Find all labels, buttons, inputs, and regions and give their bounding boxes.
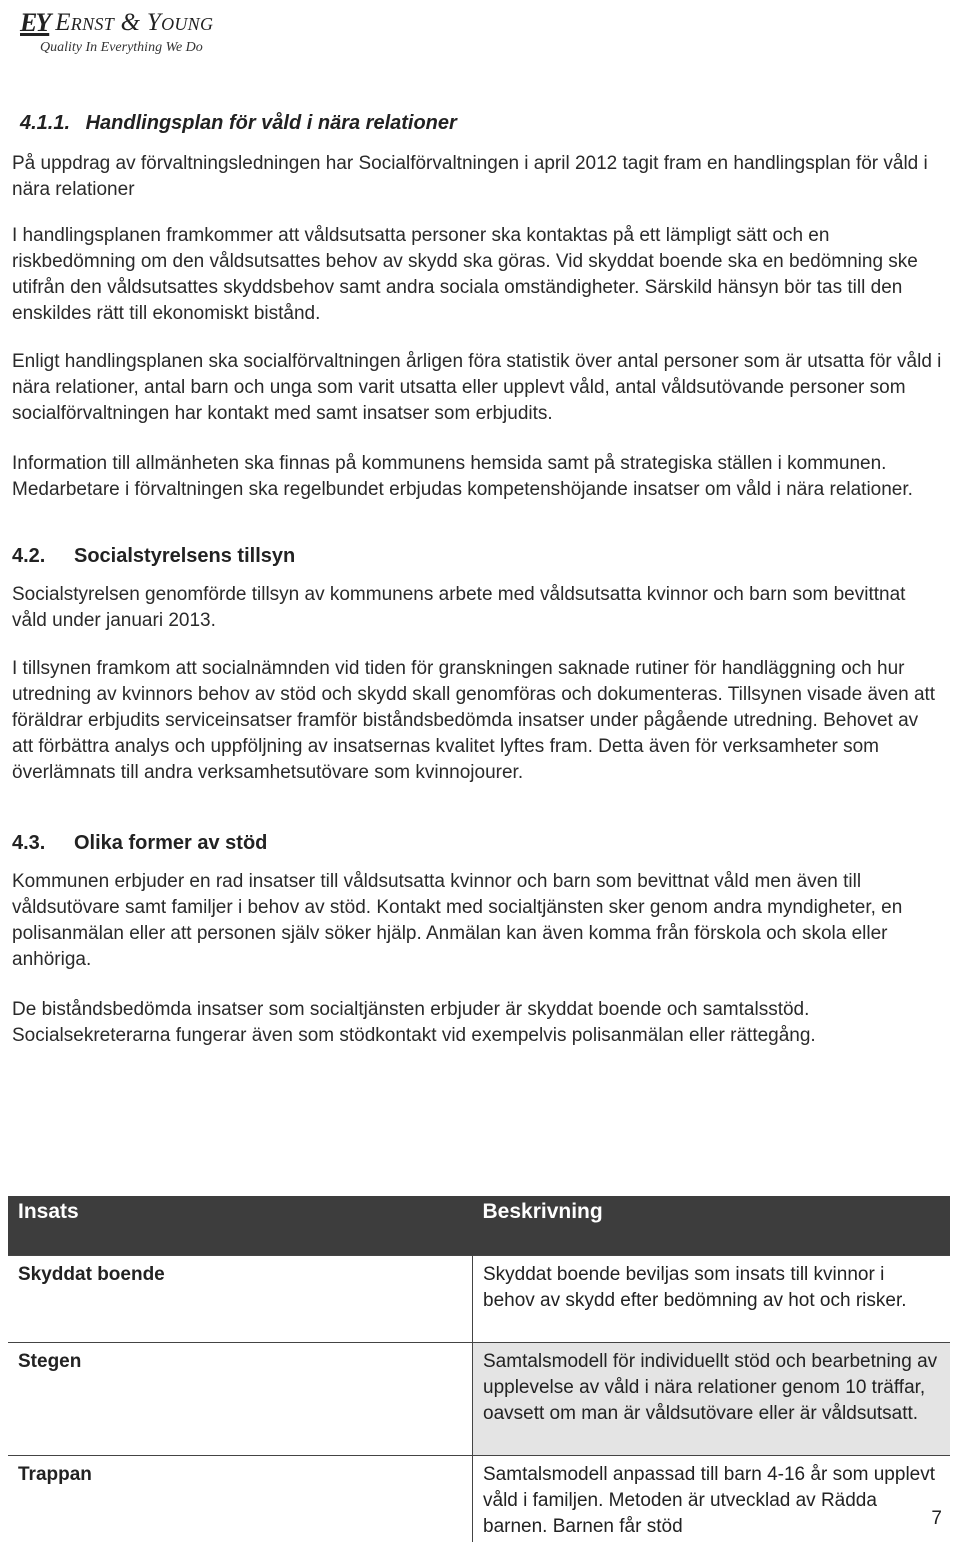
insats-name: Trappan [8,1456,473,1542]
insats-table [8,1196,950,1542]
section-title: Socialstyrelsens tillsyn [74,545,295,568]
insats-name: Stegen [8,1343,473,1456]
section-title: Handlingsplan för våld i nära relationer [86,112,457,134]
paragraph: I tillsynen framkom att socialnämnden vid tiden för granskningen saknade rutiner för handläggning och hur utredning av kvinnors behov av stöd och skydd skall genomföras och dokumenteras. Tillsynen visade även att föräldrar erbjudits serviceinsatser framför biståndsbedömda insatser under pågående utredning. Behovet av att förbättra analys och uppföljning av insatsernas kvalitet lyftes fram. Detta även för verksamheter som överlämnats till andra verksamhetsutövare som kvinnojourer. [12,656,944,786]
page-number: 7 [931,1508,942,1530]
document-body [12,112,944,1049]
section-number: 4.2. [12,545,74,568]
section-number: 4.1.1. [20,112,70,134]
section-number: 4.3. [12,832,74,855]
section-4-1-1-heading [20,112,944,135]
insats-description: Skyddat boende beviljas som insats till kvinnor i behov av skydd efter bedömning av hot och risker. [473,1256,951,1343]
section-title: Olika former av stöd [74,832,267,855]
paragraph: Enligt handlingsplanen ska socialförvaltningen årligen föra statistik över antal personer som är utsatta för våld i nära relationer, antal barn och unga som varit utsatta eller upplevt våld, antal våldsutövande personer som socialförvaltningen har kontakt med samt insatser som erbjudits. [12,349,944,427]
section-4-2-heading [12,545,944,568]
paragraph: Kommunen erbjuder en rad insatser till våldsutsatta kvinnor och barn som bevittnat våld men även till våldsutövare samt familjer i behov av stöd. Kontakt med socialtjänsten sker genom andra myndigheter, en polisanmälan eller att personen själv söker hjälp. Anmälan kan även komma från förskola och skola eller anhöriga. [12,869,944,973]
insats-description: Samtalsmodell för individuellt stöd och bearbetning av upplevelse av våld i nära relationer genom 10 träffar, oavsett om man är våldsutövare eller är våldsutsatt. [473,1343,951,1456]
company-logo [20,8,213,56]
table-row [8,1456,950,1542]
paragraph: I handlingsplanen framkommer att våldsutsatta personer ska kontaktas på ett lämpligt sätt och en riskbedömning om den våldsutsattes behov av skydd ska göras. Vid skyddat boende ska en bedömning ske utifrån den våldsutsattes skyddsbehov samt andra sociala omständigheter. Särskild hänsyn bör tas till den enskildes rätt till ekonomiskt bistånd. [12,223,944,327]
section-4-3-heading [12,832,944,855]
insats-name: Skyddat boende [8,1256,473,1343]
table-header-row [8,1196,950,1256]
table-row [8,1343,950,1456]
paragraph: Socialstyrelsen genomförde tillsyn av kommunens arbete med våldsutsatta kvinnor och barn som bevittnat våld under januari 2013. [12,582,944,634]
paragraph: De biståndsbedömda insatser som socialtjänsten erbjuder är skyddat boende och samtalsstöd. Socialsekreterarna fungerar även som stödkontakt vid exempelvis polisanmälan eller rättegång. [12,997,944,1049]
ey-logo-icon: EY [20,8,49,38]
insats-description: Samtalsmodell anpassad till barn 4-16 år som upplevt våld i familjen. Metoden är utvecklad av Rädda barnen. Barnen får stöd [473,1456,951,1542]
company-name: Ernst & Young [55,9,213,37]
column-header-beskrivning: Beskrivning [473,1196,951,1256]
company-tagline: Quality In Everything We Do [40,40,213,56]
table-row [8,1256,950,1343]
paragraph: På uppdrag av förvaltningsledningen har Socialförvaltningen i april 2012 tagit fram en handlingsplan för våld i nära relationer [12,151,944,203]
column-header-insats: Insats [8,1196,473,1256]
paragraph: Information till allmänheten ska finnas på kommunens hemsida samt på strategiska ställen i kommunen. Medarbetare i förvaltningen ska regelbundet erbjudas kompetenshöjande insatser om våld i nära relationer. [12,451,944,503]
